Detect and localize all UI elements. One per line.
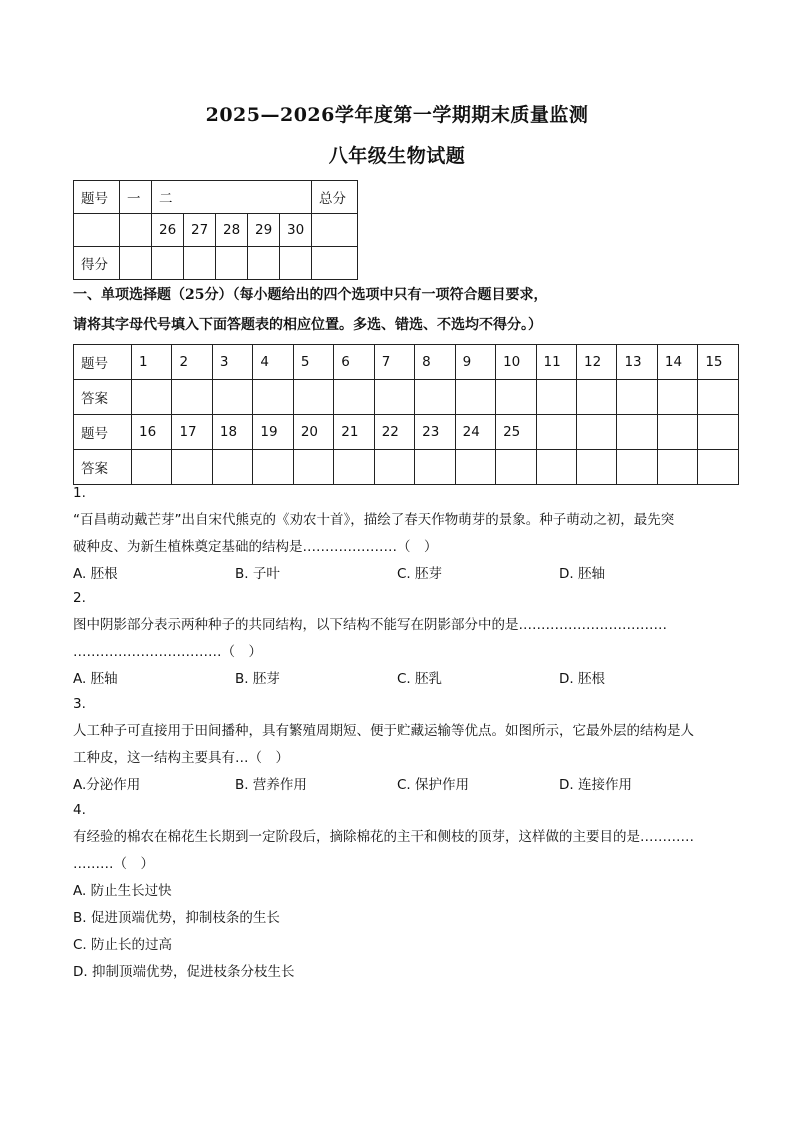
table-row <box>74 247 358 280</box>
option-d: D. 连接作用 <box>559 777 632 793</box>
table-cell: 27 <box>184 214 216 247</box>
table-cell: 26 <box>152 214 184 247</box>
table-row <box>74 415 739 450</box>
question-3 <box>73 691 723 799</box>
table-cell: 9 <box>455 345 495 380</box>
exam-title: 2025—2026学年度第一学期期末质量监测 <box>205 104 589 126</box>
option-b: B. 胚芽 <box>235 671 280 687</box>
option-d: D. 抑制顶端优势，促进枝条分枝生长 <box>73 964 295 980</box>
question-text: 工种皮，这一结构主要具有…（ ） <box>73 750 289 766</box>
table-row <box>74 214 358 247</box>
table-cell: 17 <box>172 415 212 450</box>
table-cell <box>657 415 697 450</box>
table-cell <box>698 415 739 450</box>
question-4 <box>73 797 723 986</box>
table-cell: 一 <box>120 181 152 214</box>
table-cell: 1 <box>132 345 172 380</box>
option-c: C. 防止长的过高 <box>73 937 173 953</box>
table-row <box>74 345 739 380</box>
option-d: D. 胚根 <box>559 671 605 687</box>
table-cell: 题号 <box>74 345 132 380</box>
question-number: 2. <box>73 590 86 606</box>
option-a: A. 胚轴 <box>73 671 118 687</box>
table-cell: 29 <box>248 214 280 247</box>
table-cell: 3 <box>212 345 252 380</box>
option-a: A. 胚根 <box>73 566 118 582</box>
answer-cell[interactable] <box>576 380 616 415</box>
option-c: C. 胚芽 <box>397 566 443 582</box>
option-a: A.分泌作用 <box>73 777 141 793</box>
answer-cell[interactable] <box>172 380 212 415</box>
answer-cell[interactable] <box>536 380 576 415</box>
table-cell <box>312 214 358 247</box>
answer-cell[interactable] <box>698 380 739 415</box>
table-cell <box>576 415 616 450</box>
question-number: 1. <box>73 485 86 501</box>
option-b: B. 营养作用 <box>235 777 307 793</box>
table-cell <box>120 214 152 247</box>
option-d: D. 胚轴 <box>559 566 605 582</box>
answer-cell[interactable] <box>415 380 455 415</box>
question-text: 图中阴影部分表示两种种子的共同结构，以下结构不能写在阴影部分中的是…………………………… <box>73 617 667 633</box>
table-cell: 7 <box>374 345 414 380</box>
table-cell <box>216 247 248 280</box>
table-cell: 8 <box>415 345 455 380</box>
table-cell <box>74 214 120 247</box>
answer-cell[interactable] <box>496 380 536 415</box>
table-cell: 16 <box>132 415 172 450</box>
option-c: C. 胚乳 <box>397 671 443 687</box>
question-number: 3. <box>73 696 86 712</box>
score-table <box>73 180 358 280</box>
option-row <box>73 666 723 693</box>
table-cell <box>617 415 657 450</box>
question-text: 破种皮、为新生植株奠定基础的结构是…………………（ ） <box>73 539 438 555</box>
answer-cell[interactable] <box>657 380 697 415</box>
answer-cell[interactable] <box>212 380 252 415</box>
table-cell: 22 <box>374 415 414 450</box>
question-text: ……………………………（ ） <box>73 644 262 660</box>
table-row <box>74 380 739 415</box>
answer-table <box>73 344 739 485</box>
answer-cell[interactable] <box>293 380 333 415</box>
question-text: 人工种子可直接用于田间播种，具有繁殖周期短、便于贮藏运输等优点。如图所示，它最外层的结构是人 <box>73 723 694 739</box>
table-cell: 18 <box>212 415 252 450</box>
table-cell: 答案 <box>74 450 132 485</box>
table-cell: 6 <box>334 345 374 380</box>
answer-cell[interactable] <box>617 380 657 415</box>
section-instructions: 请将其字母代号填入下面答题表的相应位置。多选、错选、不选均不得分。） <box>73 317 542 333</box>
table-cell: 得分 <box>74 247 120 280</box>
table-cell <box>152 247 184 280</box>
table-cell: 题号 <box>74 415 132 450</box>
question-1 <box>73 480 723 588</box>
question-text: “百昌萌动戴芒芽”出自宋代熊克的《劝农十首》，描绘了春天作物萌芽的景象。种子萌动之初，最先突 <box>73 512 675 528</box>
table-cell <box>248 247 280 280</box>
table-cell: 24 <box>455 415 495 450</box>
question-number: 4. <box>73 802 86 818</box>
table-cell: 二 <box>152 181 312 214</box>
table-cell: 4 <box>253 345 293 380</box>
table-cell: 12 <box>576 345 616 380</box>
table-cell: 题号 <box>74 181 120 214</box>
table-cell <box>184 247 216 280</box>
option-c: C. 保护作用 <box>397 777 470 793</box>
table-cell: 10 <box>496 345 536 380</box>
table-cell: 5 <box>293 345 333 380</box>
table-cell: 28 <box>216 214 248 247</box>
exam-subtitle: 八年级生物试题 <box>328 145 466 167</box>
table-cell <box>312 247 358 280</box>
table-cell <box>280 247 312 280</box>
answer-cell[interactable] <box>253 380 293 415</box>
table-cell: 11 <box>536 345 576 380</box>
table-cell: 答案 <box>74 380 132 415</box>
table-cell: 14 <box>657 345 697 380</box>
table-cell: 15 <box>698 345 739 380</box>
table-cell: 20 <box>293 415 333 450</box>
table-cell <box>120 247 152 280</box>
table-cell: 30 <box>280 214 312 247</box>
answer-cell[interactable] <box>455 380 495 415</box>
option-b: B. 促进顶端优势，抑制枝条的生长 <box>73 910 280 926</box>
answer-cell[interactable] <box>334 380 374 415</box>
question-2 <box>73 585 723 693</box>
table-cell: 2 <box>172 345 212 380</box>
table-cell: 25 <box>496 415 536 450</box>
question-text: 有经验的棉农在棉花生长期到一定阶段后，摘除棉花的主干和侧枝的顶芽，这样做的主要目的是………… <box>73 829 694 845</box>
table-cell: 23 <box>415 415 455 450</box>
question-text: ………（ ） <box>73 856 154 872</box>
table-cell: 21 <box>334 415 374 450</box>
table-row <box>74 181 358 214</box>
table-cell: 总分 <box>312 181 358 214</box>
option-row <box>73 561 723 588</box>
table-cell <box>536 415 576 450</box>
answer-cell[interactable] <box>374 380 414 415</box>
option-b: B. 子叶 <box>235 566 280 582</box>
option-a: A. 防止生长过快 <box>73 883 172 899</box>
answer-cell[interactable] <box>132 380 172 415</box>
section-instructions: 一、单项选择题（25分）（每小题给出的四个选项中只有一项符合题目要求， <box>73 287 548 303</box>
table-cell: 19 <box>253 415 293 450</box>
option-row <box>73 772 723 799</box>
table-cell: 13 <box>617 345 657 380</box>
